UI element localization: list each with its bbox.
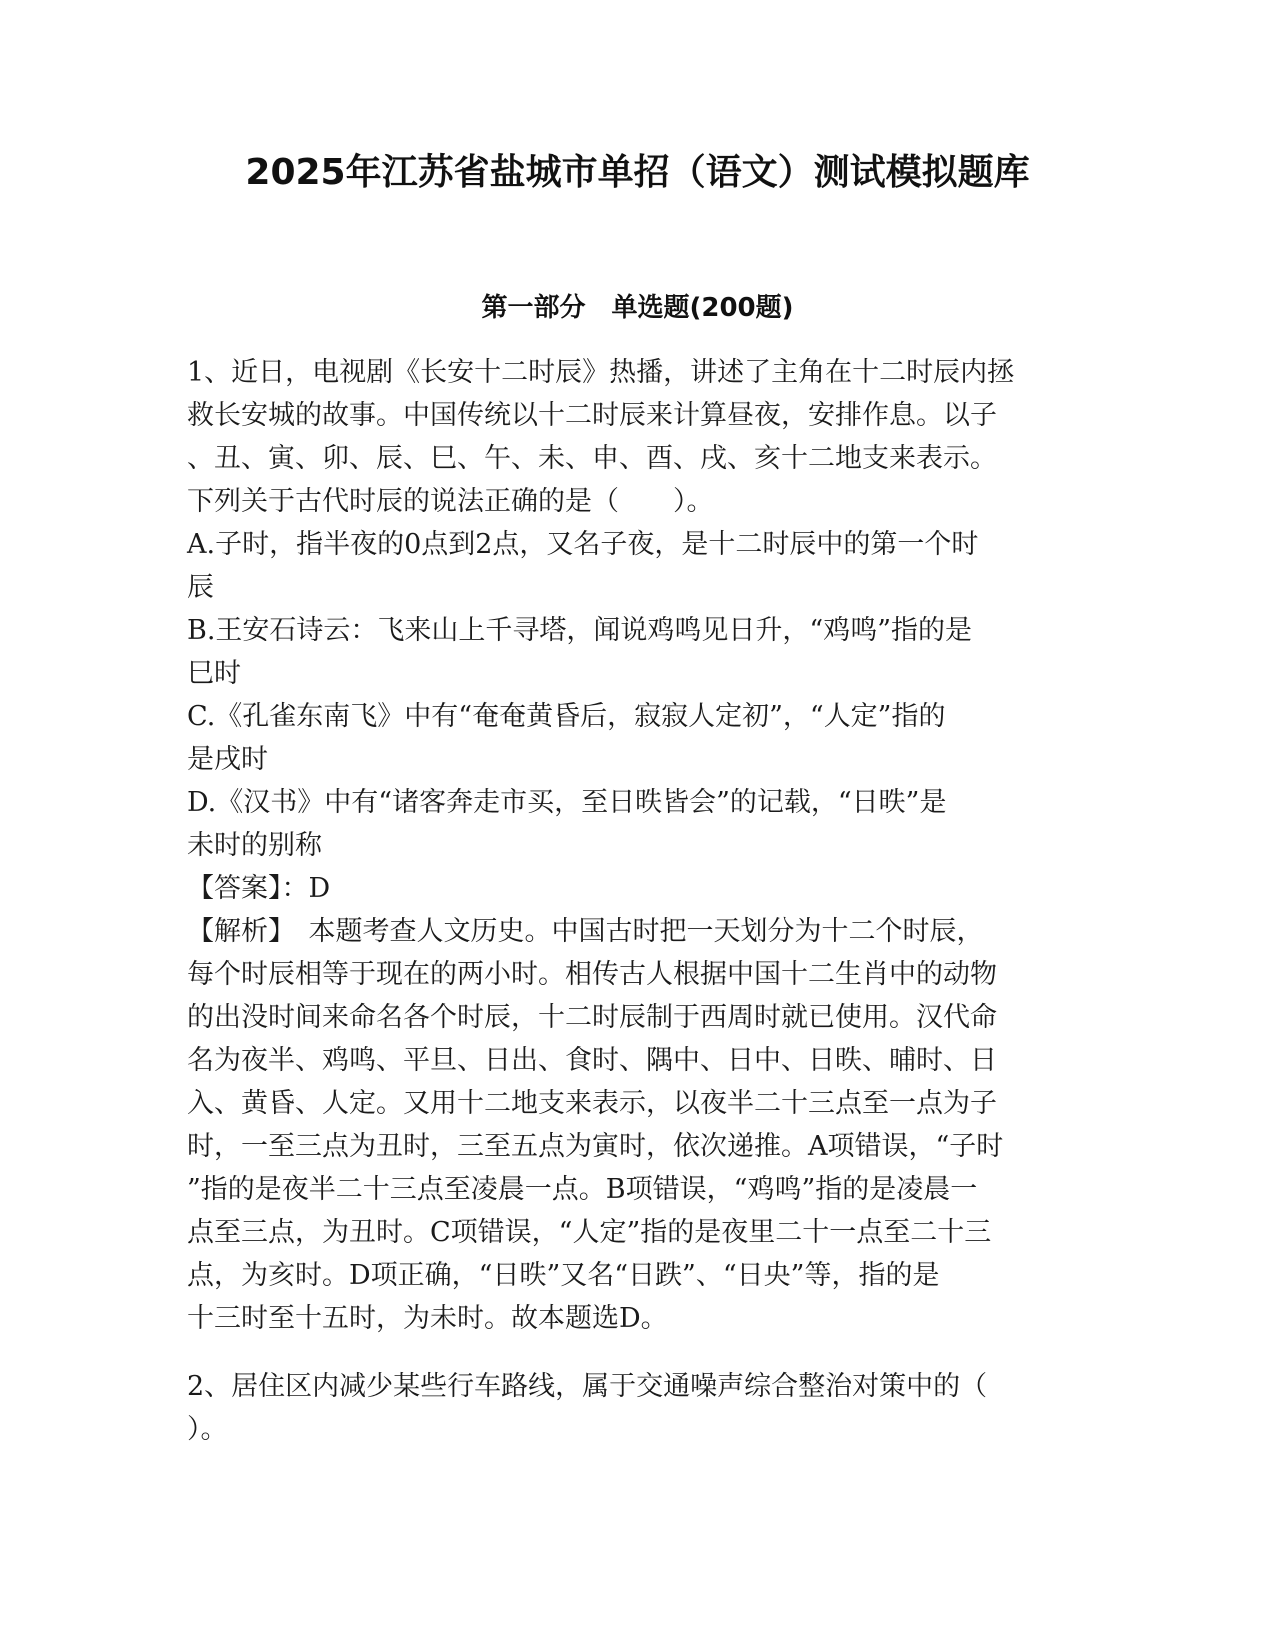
option-d-line: D.《汉书》中有“诸客奔走市买，至日昳皆会”的记载，“日昳”是: [187, 787, 947, 818]
document-title: 2025年江苏省盐城市单招（语文）测试模拟题库: [245, 152, 1030, 193]
option-c-line: 是戌时: [187, 744, 268, 775]
option-d-line: 未时的别称: [187, 830, 322, 861]
explanation-line: 【解析】 本题考查人文历史。中国古时把一天划分为十二个时辰，: [187, 916, 984, 947]
explanation-line: 的出没时间来命名各个时辰，十二时辰制于西周时就已使用。汉代命: [187, 1002, 997, 1033]
question-2-line: ）。: [187, 1414, 228, 1445]
question-1-line: 救长安城的故事。中国传统以十二时辰来计算昼夜，安排作息。以子: [187, 400, 997, 431]
explanation-line: 点至三点，为丑时。C项错误，“人定”指的是夜里二十一点至二十三: [187, 1217, 992, 1248]
question-1-line: 、丑、寅、卯、辰、巳、午、未、申、酉、戌、亥十二地支来表示。: [187, 443, 997, 474]
option-a-line: A.子时，指半夜的0点到2点，又名子夜，是十二时辰中的第一个时: [187, 529, 979, 560]
question-1-line: 下列关于古代时辰的说法正确的是（ ）。: [187, 486, 714, 517]
option-a-line: 辰: [187, 572, 214, 603]
option-b-line: B.王安石诗云：飞来山上千寻塔，闻说鸡鸣见日升，“鸡鸣”指的是: [187, 615, 973, 646]
explanation-line: 时，一至三点为丑时，三至五点为寅时，依次递推。A项错误，“子时: [187, 1131, 1004, 1162]
explanation-line: 每个时辰相等于现在的两小时。相传古人根据中国十二生肖中的动物: [187, 959, 997, 990]
question-2-line: 2、居住区内减少某些行车路线，属于交通噪声综合整治对策中的（: [187, 1371, 988, 1402]
explanation-line: 入、黄昏、人定。又用十二地支来表示，以夜半二十三点至一点为子: [187, 1088, 997, 1119]
explanation-line: 点，为亥时。D项正确，“日昳”又名“日跌”、“日央”等，指的是: [187, 1260, 940, 1291]
question-1: [187, 351, 1087, 1340]
option-b-line: 巳时: [187, 658, 241, 689]
question-1-line: 1、近日，电视剧《长安十二时辰》热播，讲述了主角在十二时辰内拯: [187, 357, 1015, 388]
explanation-line: 名为夜半、鸡鸣、平旦、日出、食时、隅中、日中、日昳、晡时、日: [187, 1045, 997, 1076]
explanation-line: ”指的是夜半二十三点至凌晨一点。B项错误，“鸡鸣”指的是凌晨一: [187, 1174, 978, 1205]
section-title: 第一部分 单选题(200题): [481, 293, 794, 323]
explanation-line: 十三时至十五时，为未时。故本题选D。: [187, 1303, 668, 1334]
answer-line: 【答案】：D: [187, 873, 331, 904]
option-c-line: C.《孔雀东南飞》中有“奄奄黄昏后，寂寂人定初”，“人定”指的: [187, 701, 946, 732]
question-2: [187, 1365, 1087, 1451]
